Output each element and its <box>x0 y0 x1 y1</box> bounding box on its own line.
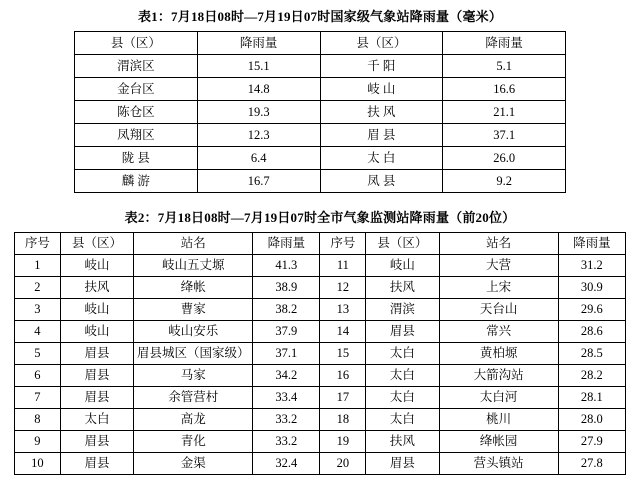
table2-cell: 扶风 <box>366 277 439 299</box>
table1-title: 表1：7月18日08时—7月19日07时国家级气象站降雨量（毫米） <box>137 9 503 24</box>
table2-cell: 眉县 <box>60 387 133 409</box>
table2-cell: 岐山 <box>60 321 133 343</box>
table1-cell: 千 阳 <box>320 55 443 78</box>
table2-col-header: 序号 <box>15 233 61 255</box>
table2-cell: 3 <box>15 299 61 321</box>
table2-cell: 28.0 <box>558 409 625 431</box>
table2-col-header: 降雨量 <box>253 233 320 255</box>
table2-cell: 17 <box>320 387 366 409</box>
table-row <box>75 170 566 193</box>
table-row <box>15 365 626 387</box>
table2-cell: 岐山五丈塬 <box>134 255 253 277</box>
table1-section <box>74 6 566 193</box>
table2-cell: 19 <box>320 431 366 453</box>
table2-cell: 大箭沟站 <box>439 365 558 387</box>
table2-cell: 岐山 <box>366 255 439 277</box>
table1-cell: 21.1 <box>443 101 566 124</box>
table2-cell: 天台山 <box>439 299 558 321</box>
table2-cell: 32.4 <box>253 453 320 475</box>
table2-cell: 高龙 <box>134 409 253 431</box>
table2-cell: 5 <box>15 343 61 365</box>
table2-cell: 30.9 <box>558 277 625 299</box>
table2-cell: 18 <box>320 409 366 431</box>
table2-cell: 绛帐园 <box>439 431 558 453</box>
table2-cell: 太白 <box>366 365 439 387</box>
table1-header-row <box>75 32 566 55</box>
table2-cell: 8 <box>15 409 61 431</box>
table1-cell: 凤 县 <box>320 170 443 193</box>
table-row <box>15 321 626 343</box>
table2-cell: 太白 <box>366 343 439 365</box>
table2-cell: 6 <box>15 365 61 387</box>
table2-cell: 桃川 <box>439 409 558 431</box>
table2-cell: 扶风 <box>366 431 439 453</box>
table2-cell: 眉县 <box>60 453 133 475</box>
table2-cell: 1 <box>15 255 61 277</box>
table2-cell: 青化 <box>134 431 253 453</box>
table1-cell: 37.1 <box>443 124 566 147</box>
table-row <box>75 55 566 78</box>
table2-cell: 27.8 <box>558 453 625 475</box>
table2-title: 表2：7月18日08时—7月19日07时全市气象监测站降雨量（前20位） <box>124 210 516 225</box>
table2-col-header: 序号 <box>320 233 366 255</box>
table1-cell: 扶 风 <box>320 101 443 124</box>
table-row <box>15 299 626 321</box>
table2-cell: 13 <box>320 299 366 321</box>
table2-cell: 16 <box>320 365 366 387</box>
table1-col-header: 县（区） <box>75 32 198 55</box>
table-row <box>75 101 566 124</box>
table2-cell: 曹家 <box>134 299 253 321</box>
table1-cell: 19.3 <box>197 101 320 124</box>
table2 <box>14 232 626 475</box>
table2-header-row <box>15 233 626 255</box>
table1-cell: 26.0 <box>443 147 566 170</box>
table2-cell: 33.4 <box>253 387 320 409</box>
table2-cell: 34.2 <box>253 365 320 387</box>
table1-cell: 9.2 <box>443 170 566 193</box>
table2-cell: 9 <box>15 431 61 453</box>
table1-cell: 凤翔区 <box>75 124 198 147</box>
table2-cell: 28.1 <box>558 387 625 409</box>
table2-cell: 岐山安乐 <box>134 321 253 343</box>
table2-cell: 太白 <box>366 409 439 431</box>
table2-cell: 常兴 <box>439 321 558 343</box>
table2-cell: 38.9 <box>253 277 320 299</box>
table1-col-header: 降雨量 <box>197 32 320 55</box>
table2-cell: 38.2 <box>253 299 320 321</box>
table2-cell: 岐山 <box>60 299 133 321</box>
table1-cell: 金台区 <box>75 78 198 101</box>
section-spacer <box>0 193 640 207</box>
table2-cell: 大营 <box>439 255 558 277</box>
table-row <box>75 124 566 147</box>
table2-cell: 12 <box>320 277 366 299</box>
table2-cell: 15 <box>320 343 366 365</box>
table2-cell: 7 <box>15 387 61 409</box>
table-row <box>15 387 626 409</box>
table2-cell: 马家 <box>134 365 253 387</box>
table2-col-header: 站名 <box>439 233 558 255</box>
table2-cell: 41.3 <box>253 255 320 277</box>
table2-cell: 太白河 <box>439 387 558 409</box>
table2-cell: 眉县 <box>60 343 133 365</box>
table1-cell: 眉 县 <box>320 124 443 147</box>
table2-col-header: 站名 <box>134 233 253 255</box>
table-row <box>15 409 626 431</box>
table2-cell: 11 <box>320 255 366 277</box>
table1-cell: 16.7 <box>197 170 320 193</box>
table1-col-header: 县（区） <box>320 32 443 55</box>
table2-cell: 14 <box>320 321 366 343</box>
table1-cell: 15.1 <box>197 55 320 78</box>
table2-cell: 绛帐 <box>134 277 253 299</box>
table2-cell: 金渠 <box>134 453 253 475</box>
table2-cell: 28.6 <box>558 321 625 343</box>
table2-cell: 33.2 <box>253 431 320 453</box>
table2-cell: 岐山 <box>60 255 133 277</box>
table2-cell: 28.5 <box>558 343 625 365</box>
table1-cell: 16.6 <box>443 78 566 101</box>
table1 <box>74 31 566 193</box>
table2-col-header: 县（区） <box>60 233 133 255</box>
table2-cell: 太白 <box>60 409 133 431</box>
table2-cell: 27.9 <box>558 431 625 453</box>
table2-cell: 太白 <box>366 387 439 409</box>
table-row <box>75 147 566 170</box>
table1-cell: 5.1 <box>443 55 566 78</box>
table-row <box>15 343 626 365</box>
table2-cell: 37.1 <box>253 343 320 365</box>
table2-cell: 20 <box>320 453 366 475</box>
table2-cell: 上宋 <box>439 277 558 299</box>
table1-cell: 14.8 <box>197 78 320 101</box>
table2-cell: 2 <box>15 277 61 299</box>
table2-cell: 眉县 <box>60 431 133 453</box>
table-row <box>15 431 626 453</box>
table1-cell: 陈仓区 <box>75 101 198 124</box>
table2-section <box>14 207 626 475</box>
table-row <box>15 453 626 475</box>
table2-cell: 眉县城区（国家级） <box>134 343 253 365</box>
table2-cell: 余管营村 <box>134 387 253 409</box>
table2-cell: 29.6 <box>558 299 625 321</box>
table2-cell: 眉县 <box>366 453 439 475</box>
table2-cell: 4 <box>15 321 61 343</box>
table2-cell: 扶风 <box>60 277 133 299</box>
table2-cell: 37.9 <box>253 321 320 343</box>
table1-cell: 陇 县 <box>75 147 198 170</box>
table2-cell: 33.2 <box>253 409 320 431</box>
table2-col-header: 降雨量 <box>558 233 625 255</box>
table1-cell: 麟 游 <box>75 170 198 193</box>
table1-cell: 太 白 <box>320 147 443 170</box>
table-row <box>75 78 566 101</box>
table2-cell: 眉县 <box>366 321 439 343</box>
table2-cell: 28.2 <box>558 365 625 387</box>
table2-cell: 渭滨 <box>366 299 439 321</box>
table2-cell: 10 <box>15 453 61 475</box>
table1-cell: 岐 山 <box>320 78 443 101</box>
table-row <box>15 255 626 277</box>
table2-cell: 31.2 <box>558 255 625 277</box>
table2-cell: 眉县 <box>60 365 133 387</box>
table2-cell: 营头镇站 <box>439 453 558 475</box>
table2-col-header: 县（区） <box>366 233 439 255</box>
table1-cell: 渭滨区 <box>75 55 198 78</box>
table1-col-header: 降雨量 <box>443 32 566 55</box>
table2-cell: 黄柏塬 <box>439 343 558 365</box>
table1-cell: 6.4 <box>197 147 320 170</box>
table1-cell: 12.3 <box>197 124 320 147</box>
table-row <box>15 277 626 299</box>
